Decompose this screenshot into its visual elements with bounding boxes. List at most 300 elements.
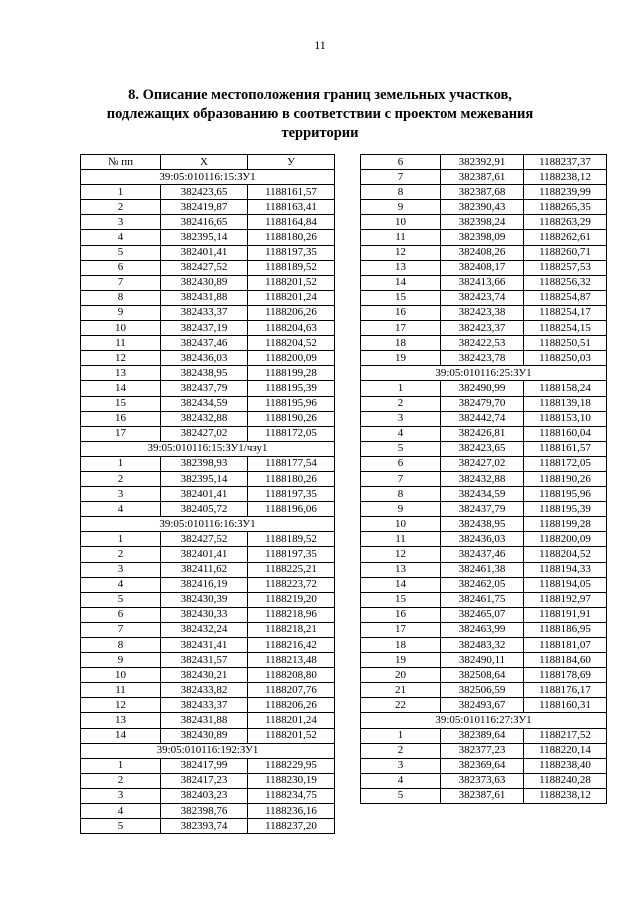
- point-number-cell: 15: [361, 290, 441, 305]
- y-coordinate-cell: 1188204,52: [248, 336, 335, 351]
- table-row: [81, 622, 335, 637]
- x-coordinate-cell: 382432,24: [161, 622, 248, 637]
- point-number-cell: 5: [81, 245, 161, 260]
- x-coordinate-cell: 382393,74: [161, 819, 248, 834]
- y-coordinate-cell: 1188195,39: [248, 381, 335, 396]
- x-coordinate-cell: 382430,39: [161, 592, 248, 607]
- y-coordinate-cell: 1188201,52: [248, 275, 335, 290]
- x-coordinate-cell: 382423,74: [441, 290, 524, 305]
- point-number-cell: 2: [81, 471, 161, 486]
- right-table-body: [361, 155, 607, 804]
- point-number-cell: 2: [81, 200, 161, 215]
- x-coordinate-cell: 382408,26: [441, 245, 524, 260]
- table-row: [361, 773, 607, 788]
- header-number: № пп: [81, 155, 161, 170]
- x-coordinate-cell: 382387,68: [441, 185, 524, 200]
- point-number-cell: 3: [81, 487, 161, 502]
- table-row: [361, 381, 607, 396]
- y-coordinate-cell: 1188189,52: [248, 260, 335, 275]
- table-row: [361, 426, 607, 441]
- x-coordinate-cell: 382377,23: [441, 743, 524, 758]
- x-coordinate-cell: 382419,87: [161, 200, 248, 215]
- x-coordinate-cell: 382461,75: [441, 592, 524, 607]
- x-coordinate-cell: 382465,07: [441, 607, 524, 622]
- table-row: [81, 698, 335, 713]
- point-number-cell: 14: [361, 577, 441, 592]
- y-coordinate-cell: 1188158,24: [524, 381, 607, 396]
- y-coordinate-cell: 1188217,52: [524, 728, 607, 743]
- y-coordinate-cell: 1188199,28: [524, 517, 607, 532]
- y-coordinate-cell: 1188199,28: [248, 366, 335, 381]
- y-coordinate-cell: 1188177,54: [248, 456, 335, 471]
- point-number-cell: 3: [361, 758, 441, 773]
- x-coordinate-cell: 382416,19: [161, 577, 248, 592]
- y-coordinate-cell: 1188163,41: [248, 200, 335, 215]
- y-coordinate-cell: 1188204,52: [524, 547, 607, 562]
- y-coordinate-cell: 1188250,03: [524, 351, 607, 366]
- y-coordinate-cell: 1188181,07: [524, 638, 607, 653]
- point-number-cell: 10: [361, 215, 441, 230]
- table-row: [361, 698, 607, 713]
- table-row: [81, 351, 335, 366]
- y-coordinate-cell: 1188223,72: [248, 577, 335, 592]
- point-number-cell: 3: [81, 788, 161, 803]
- point-number-cell: 9: [81, 653, 161, 668]
- y-coordinate-cell: 1188240,28: [524, 773, 607, 788]
- table-row: [81, 638, 335, 653]
- section-label: 39:05:010116:27:ЗУ1: [361, 713, 607, 728]
- table-row: [361, 562, 607, 577]
- section-label: 39:05:010116:25:ЗУ1: [361, 366, 607, 381]
- x-coordinate-cell: 382430,89: [161, 728, 248, 743]
- x-coordinate-cell: 382423,65: [441, 441, 524, 456]
- y-coordinate-cell: 1188206,26: [248, 305, 335, 320]
- y-coordinate-cell: 1188265,35: [524, 200, 607, 215]
- x-coordinate-cell: 382417,23: [161, 773, 248, 788]
- x-coordinate-cell: 382401,41: [161, 487, 248, 502]
- table-row: [361, 743, 607, 758]
- y-coordinate-cell: 1188161,57: [248, 185, 335, 200]
- y-coordinate-cell: 1188186,95: [524, 622, 607, 637]
- y-coordinate-cell: 1188178,69: [524, 668, 607, 683]
- x-coordinate-cell: 382432,88: [161, 411, 248, 426]
- point-number-cell: 6: [361, 456, 441, 471]
- table-row: [81, 668, 335, 683]
- section-label: 39:05:010116:15:ЗУ1: [81, 170, 335, 185]
- x-coordinate-cell: 382390,43: [441, 200, 524, 215]
- point-number-cell: 5: [361, 788, 441, 803]
- section-row: [361, 366, 607, 381]
- table-row: [361, 441, 607, 456]
- table-row: [81, 260, 335, 275]
- table-row: [361, 230, 607, 245]
- table-row: [81, 275, 335, 290]
- y-coordinate-cell: 1188262,61: [524, 230, 607, 245]
- y-coordinate-cell: 1188190,26: [248, 411, 335, 426]
- x-coordinate-cell: 382479,70: [441, 396, 524, 411]
- x-coordinate-cell: 382389,64: [441, 728, 524, 743]
- point-number-cell: 4: [361, 426, 441, 441]
- y-coordinate-cell: 1188196,06: [248, 502, 335, 517]
- point-number-cell: 18: [361, 336, 441, 351]
- table-row: [81, 245, 335, 260]
- x-coordinate-cell: 382427,52: [161, 260, 248, 275]
- y-coordinate-cell: 1188263,29: [524, 215, 607, 230]
- y-coordinate-cell: 1188237,20: [248, 819, 335, 834]
- table-row: [81, 819, 335, 834]
- point-number-cell: 1: [81, 456, 161, 471]
- x-coordinate-cell: 382392,91: [441, 155, 524, 170]
- table-row: [81, 321, 335, 336]
- point-number-cell: 17: [361, 321, 441, 336]
- y-coordinate-cell: 1188197,35: [248, 245, 335, 260]
- x-coordinate-cell: 382437,79: [441, 502, 524, 517]
- table-row: [361, 592, 607, 607]
- x-coordinate-cell: 382431,88: [161, 713, 248, 728]
- point-number-cell: 9: [81, 305, 161, 320]
- y-coordinate-cell: 1188201,52: [248, 728, 335, 743]
- table-row: [81, 396, 335, 411]
- point-number-cell: 21: [361, 683, 441, 698]
- point-number-cell: 11: [81, 336, 161, 351]
- y-coordinate-cell: 1188260,71: [524, 245, 607, 260]
- x-coordinate-cell: 382427,52: [161, 532, 248, 547]
- x-coordinate-cell: 382462,05: [441, 577, 524, 592]
- table-row: [361, 321, 607, 336]
- header-y: У: [248, 155, 335, 170]
- section-label: 39:05:010116:15:ЗУ1/чзу1: [81, 441, 335, 456]
- table-row: [361, 653, 607, 668]
- table-row: [361, 245, 607, 260]
- table-row: [81, 502, 335, 517]
- y-coordinate-cell: 1188208,80: [248, 668, 335, 683]
- header-x: X: [161, 155, 248, 170]
- point-number-cell: 19: [361, 653, 441, 668]
- x-coordinate-cell: 382431,88: [161, 290, 248, 305]
- section-row: [81, 517, 335, 532]
- x-coordinate-cell: 382405,72: [161, 502, 248, 517]
- x-coordinate-cell: 382483,32: [441, 638, 524, 653]
- table-row: [361, 336, 607, 351]
- table-row: [361, 487, 607, 502]
- point-number-cell: 13: [81, 713, 161, 728]
- table-row: [81, 562, 335, 577]
- point-number-cell: 22: [361, 698, 441, 713]
- point-number-cell: 3: [81, 562, 161, 577]
- table-row: [361, 668, 607, 683]
- y-coordinate-cell: 1188206,26: [248, 698, 335, 713]
- point-number-cell: 10: [81, 321, 161, 336]
- table-row: [81, 713, 335, 728]
- table-row: [81, 532, 335, 547]
- point-number-cell: 9: [361, 200, 441, 215]
- x-coordinate-cell: 382422,53: [441, 336, 524, 351]
- point-number-cell: 18: [361, 638, 441, 653]
- x-coordinate-cell: 382395,14: [161, 471, 248, 486]
- y-coordinate-cell: 1188237,37: [524, 155, 607, 170]
- point-number-cell: 2: [81, 547, 161, 562]
- y-coordinate-cell: 1188219,20: [248, 592, 335, 607]
- y-coordinate-cell: 1188229,95: [248, 758, 335, 773]
- point-number-cell: 5: [81, 819, 161, 834]
- point-number-cell: 4: [81, 230, 161, 245]
- y-coordinate-cell: 1188189,52: [248, 532, 335, 547]
- section-label: 39:05:010116:192:ЗУ1: [81, 743, 335, 758]
- title-line-2: подлежащих образованию в соответствии с проектом межевания: [106, 106, 534, 122]
- point-number-cell: 12: [361, 547, 441, 562]
- y-coordinate-cell: 1188195,39: [524, 502, 607, 517]
- section-label: 39:05:010116:16:ЗУ1: [81, 517, 335, 532]
- table-row: [81, 185, 335, 200]
- x-coordinate-cell: 382432,88: [441, 471, 524, 486]
- point-number-cell: 11: [81, 683, 161, 698]
- x-coordinate-cell: 382436,03: [161, 351, 248, 366]
- point-number-cell: 1: [361, 728, 441, 743]
- y-coordinate-cell: 1188172,05: [248, 426, 335, 441]
- point-number-cell: 12: [361, 245, 441, 260]
- point-number-cell: 13: [361, 562, 441, 577]
- point-number-cell: 4: [361, 773, 441, 788]
- x-coordinate-cell: 382398,24: [441, 215, 524, 230]
- x-coordinate-cell: 382411,62: [161, 562, 248, 577]
- y-coordinate-cell: 1188176,17: [524, 683, 607, 698]
- table-row: [361, 547, 607, 562]
- point-number-cell: 19: [361, 351, 441, 366]
- point-number-cell: 1: [361, 381, 441, 396]
- x-coordinate-cell: 382436,03: [441, 532, 524, 547]
- x-coordinate-cell: 382426,81: [441, 426, 524, 441]
- table-row: [361, 396, 607, 411]
- x-coordinate-cell: 382401,41: [161, 547, 248, 562]
- table-row: [361, 607, 607, 622]
- left-table-body: [81, 170, 335, 834]
- point-number-cell: 13: [81, 366, 161, 381]
- table-row: [81, 336, 335, 351]
- table-row: [81, 456, 335, 471]
- point-number-cell: 20: [361, 668, 441, 683]
- table-row: [361, 275, 607, 290]
- point-number-cell: 10: [361, 517, 441, 532]
- y-coordinate-cell: 1188139,18: [524, 396, 607, 411]
- point-number-cell: 17: [361, 622, 441, 637]
- x-coordinate-cell: 382490,11: [441, 653, 524, 668]
- table-row: [361, 260, 607, 275]
- point-number-cell: 7: [361, 471, 441, 486]
- coordinates-table-left: [80, 154, 335, 834]
- y-coordinate-cell: 1188164,84: [248, 215, 335, 230]
- y-coordinate-cell: 1188190,26: [524, 471, 607, 486]
- point-number-cell: 15: [361, 592, 441, 607]
- table-row: [81, 758, 335, 773]
- y-coordinate-cell: 1188197,35: [248, 547, 335, 562]
- y-coordinate-cell: 1188184,60: [524, 653, 607, 668]
- x-coordinate-cell: 382398,76: [161, 804, 248, 819]
- y-coordinate-cell: 1188218,21: [248, 622, 335, 637]
- table-row: [361, 517, 607, 532]
- y-coordinate-cell: 1188220,14: [524, 743, 607, 758]
- y-coordinate-cell: 1188172,05: [524, 456, 607, 471]
- point-number-cell: 10: [81, 668, 161, 683]
- x-coordinate-cell: 382417,99: [161, 758, 248, 773]
- table-row: [81, 804, 335, 819]
- table-row: [81, 200, 335, 215]
- y-coordinate-cell: 1188238,12: [524, 788, 607, 803]
- point-number-cell: 5: [361, 441, 441, 456]
- point-number-cell: 11: [361, 230, 441, 245]
- x-coordinate-cell: 382442,74: [441, 411, 524, 426]
- point-number-cell: 9: [361, 502, 441, 517]
- table-row: [81, 577, 335, 592]
- table-row: [361, 788, 607, 803]
- y-coordinate-cell: 1188238,12: [524, 170, 607, 185]
- x-coordinate-cell: 382431,57: [161, 653, 248, 668]
- point-number-cell: 8: [81, 638, 161, 653]
- table-row: [81, 683, 335, 698]
- table-row: [361, 411, 607, 426]
- point-number-cell: 3: [81, 215, 161, 230]
- page-number: 11: [314, 38, 326, 52]
- y-coordinate-cell: 1188153,10: [524, 411, 607, 426]
- y-coordinate-cell: 1188254,17: [524, 305, 607, 320]
- point-number-cell: 2: [361, 396, 441, 411]
- table-row: [361, 200, 607, 215]
- table-row: [361, 471, 607, 486]
- y-coordinate-cell: 1188236,16: [248, 804, 335, 819]
- x-coordinate-cell: 382434,59: [161, 396, 248, 411]
- x-coordinate-cell: 382490,99: [441, 381, 524, 396]
- table-row: [81, 381, 335, 396]
- table-row: [361, 456, 607, 471]
- y-coordinate-cell: 1188216,42: [248, 638, 335, 653]
- coordinates-table-right: [360, 154, 607, 804]
- section-row: [361, 713, 607, 728]
- table-row: [361, 758, 607, 773]
- point-number-cell: 14: [81, 728, 161, 743]
- x-coordinate-cell: 382398,93: [161, 456, 248, 471]
- y-coordinate-cell: 1188254,87: [524, 290, 607, 305]
- point-number-cell: 6: [81, 607, 161, 622]
- section-row: [81, 170, 335, 185]
- table-row: [81, 471, 335, 486]
- table-row: [361, 728, 607, 743]
- table-row: [361, 155, 607, 170]
- point-number-cell: 17: [81, 426, 161, 441]
- table-row: [361, 351, 607, 366]
- x-coordinate-cell: 382423,65: [161, 185, 248, 200]
- point-number-cell: 15: [81, 396, 161, 411]
- y-coordinate-cell: 1188160,31: [524, 698, 607, 713]
- table-row: [81, 607, 335, 622]
- table-row: [81, 230, 335, 245]
- x-coordinate-cell: 382493,67: [441, 698, 524, 713]
- point-number-cell: 3: [361, 411, 441, 426]
- y-coordinate-cell: 1188195,96: [524, 487, 607, 502]
- table-row: [81, 788, 335, 803]
- y-coordinate-cell: 1188161,57: [524, 441, 607, 456]
- table-row: [361, 170, 607, 185]
- table-row: [81, 728, 335, 743]
- x-coordinate-cell: 382506,59: [441, 683, 524, 698]
- point-number-cell: 11: [361, 532, 441, 547]
- x-coordinate-cell: 382413,66: [441, 275, 524, 290]
- y-coordinate-cell: 1188197,35: [248, 487, 335, 502]
- table-row: [361, 502, 607, 517]
- x-coordinate-cell: 382427,02: [161, 426, 248, 441]
- x-coordinate-cell: 382430,89: [161, 275, 248, 290]
- point-number-cell: 4: [81, 502, 161, 517]
- table-row: [81, 411, 335, 426]
- table-row: [361, 290, 607, 305]
- point-number-cell: 6: [361, 155, 441, 170]
- y-coordinate-cell: 1188195,96: [248, 396, 335, 411]
- table-row: [361, 577, 607, 592]
- y-coordinate-cell: 1188191,91: [524, 607, 607, 622]
- y-coordinate-cell: 1188238,40: [524, 758, 607, 773]
- point-number-cell: 8: [361, 487, 441, 502]
- table-row: [361, 185, 607, 200]
- x-coordinate-cell: 382423,38: [441, 305, 524, 320]
- x-coordinate-cell: 382433,37: [161, 698, 248, 713]
- y-coordinate-cell: 1188207,76: [248, 683, 335, 698]
- y-coordinate-cell: 1188257,53: [524, 260, 607, 275]
- point-number-cell: 7: [361, 170, 441, 185]
- section-row: [81, 441, 335, 456]
- page-title: [80, 86, 560, 143]
- point-number-cell: 12: [81, 351, 161, 366]
- table-row: [81, 773, 335, 788]
- point-number-cell: 12: [81, 698, 161, 713]
- table-row: [361, 305, 607, 320]
- y-coordinate-cell: 1188250,51: [524, 336, 607, 351]
- x-coordinate-cell: 382416,65: [161, 215, 248, 230]
- x-coordinate-cell: 382508,64: [441, 668, 524, 683]
- point-number-cell: 16: [81, 411, 161, 426]
- y-coordinate-cell: 1188160,04: [524, 426, 607, 441]
- x-coordinate-cell: 382438,95: [161, 366, 248, 381]
- table-row: [81, 547, 335, 562]
- point-number-cell: 2: [81, 773, 161, 788]
- y-coordinate-cell: 1188218,96: [248, 607, 335, 622]
- x-coordinate-cell: 382373,63: [441, 773, 524, 788]
- table-row: [81, 290, 335, 305]
- point-number-cell: 1: [81, 185, 161, 200]
- point-number-cell: 14: [361, 275, 441, 290]
- y-coordinate-cell: 1188194,05: [524, 577, 607, 592]
- y-coordinate-cell: 1188230,19: [248, 773, 335, 788]
- x-coordinate-cell: 382387,61: [441, 170, 524, 185]
- x-coordinate-cell: 382434,59: [441, 487, 524, 502]
- point-number-cell: 7: [81, 275, 161, 290]
- point-number-cell: 1: [81, 532, 161, 547]
- point-number-cell: 6: [81, 260, 161, 275]
- x-coordinate-cell: 382427,02: [441, 456, 524, 471]
- table-row: [81, 366, 335, 381]
- y-coordinate-cell: 1188180,26: [248, 471, 335, 486]
- y-coordinate-cell: 1188239,99: [524, 185, 607, 200]
- x-coordinate-cell: 382437,46: [161, 336, 248, 351]
- x-coordinate-cell: 382437,19: [161, 321, 248, 336]
- x-coordinate-cell: 382401,41: [161, 245, 248, 260]
- x-coordinate-cell: 382430,33: [161, 607, 248, 622]
- point-number-cell: 4: [81, 577, 161, 592]
- x-coordinate-cell: 382461,38: [441, 562, 524, 577]
- table-row: [81, 592, 335, 607]
- x-coordinate-cell: 382395,14: [161, 230, 248, 245]
- section-row: [81, 743, 335, 758]
- y-coordinate-cell: 1188201,24: [248, 290, 335, 305]
- y-coordinate-cell: 1188254,15: [524, 321, 607, 336]
- point-number-cell: 4: [81, 804, 161, 819]
